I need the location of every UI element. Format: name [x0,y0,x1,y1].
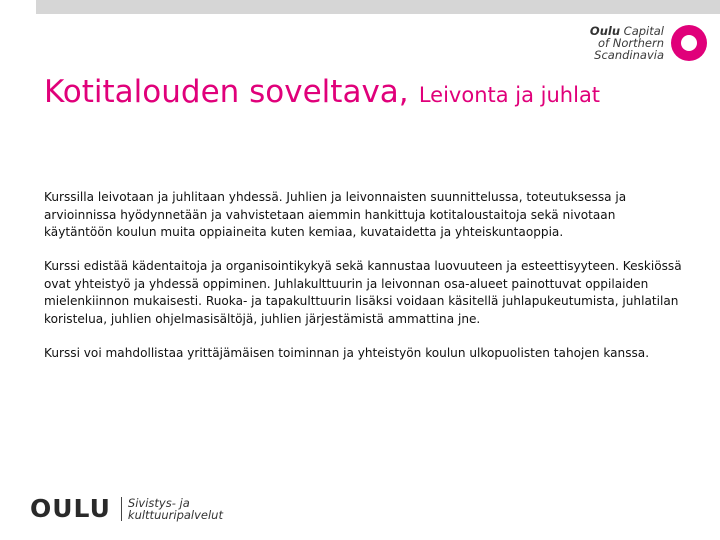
oulu-capital-logo [590,24,708,62]
top-decorative-bar [36,0,720,14]
title-sub: Leivonta ja juhlat [418,83,601,107]
slide-title [44,72,600,110]
paragraph-1: Kurssilla leivotaan ja juhlitaan yhdessä. Juhlien ja leivonnaisten suunnittelussa, toteutuksessa ja arvioinnissa hyödynnetään ja vahvistetaan aiemmin hankittuja kotitaloustaitoja sekä nivotaan käytäntöön koulun muita oppiaineita kuten kemiaa, kuvataidetta ja yhteiskuntaoppia. [44,190,627,239]
brand-line-2: of Northern [598,36,664,50]
magenta-ring-icon [670,24,708,62]
department-line-2: kulttuuripalvelut [127,507,223,522]
oulu-wordmark: OULU [30,494,111,523]
department-name [128,497,223,521]
brand-text [590,25,664,61]
department-line-1: Sivistys- ja [127,495,190,510]
brand-line-1: Oulu Capital [589,24,664,38]
oulu-footer-logo [30,494,223,523]
slide-body [44,189,684,379]
paragraph-2: Kurssi edistää kädentaitoja ja organisointikykyä sekä kannustaa luovuuteen ja esteettisyyteen. Keskiössä ovat yhteistyö ja yhdessä oppiminen. Juhlakulttuurin ja leivonnan osa-alueet painottuvat oppilaiden mielenkiinnon mukaisesti. Ruoka- ja tapakulttuurin lisäksi voidaan käsitellä juhlapukeutumista, juhlatilan koristelua, juhlien ohjelmasisältöjä, juhlien järjestämistä ammattina jne. [44,259,682,326]
paragraph-3: Kurssi voi mahdollistaa yrittäjämäisen toiminnan ja yhteistyön koulun ulkopuolisten tahojen kanssa. [44,345,650,360]
title-main: Kotitalouden soveltava, [44,74,409,110]
brand-line-3: Scandinavia [594,48,664,62]
footer-divider [121,497,122,521]
